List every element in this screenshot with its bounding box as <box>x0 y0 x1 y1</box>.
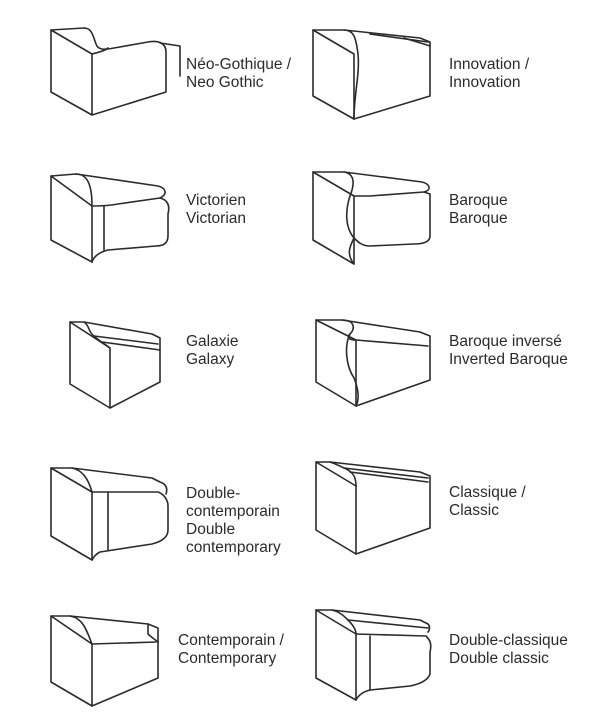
profile-classic <box>310 458 450 558</box>
label-line: Double-classique <box>449 632 568 649</box>
label-line: Classique / <box>449 484 526 501</box>
label-innovation <box>449 56 529 92</box>
label-line: Victorian <box>186 210 247 227</box>
label-classic <box>449 484 526 520</box>
label-inverted-baroque <box>449 333 568 369</box>
label-neo-gothic <box>186 56 291 92</box>
neo-gothic-drawing <box>48 22 188 122</box>
label-line: Innovation <box>449 74 521 91</box>
profile-galaxy <box>48 318 188 418</box>
label-line: Baroque inversé <box>449 333 562 350</box>
label-galaxy <box>186 333 239 369</box>
label-line: Classic <box>449 502 499 519</box>
label-line: Inverted Baroque <box>449 351 568 368</box>
label-line: Double classic <box>449 650 549 667</box>
label-line: Victorien <box>186 192 247 209</box>
label-line: Neo Gothic <box>186 74 264 91</box>
galaxy-drawing <box>48 318 188 418</box>
label-line: Contemporary <box>178 650 277 667</box>
inverted-baroque-drawing <box>310 316 450 416</box>
label-line: Innovation / <box>449 56 530 73</box>
profile-double-contemporary <box>48 462 188 562</box>
label-line: contemporain <box>186 503 280 520</box>
label-line: Galaxie <box>186 333 239 350</box>
double-contemporary-drawing <box>48 462 188 562</box>
profile-double-classic <box>310 604 450 704</box>
classic-drawing <box>310 458 450 558</box>
profile-victorian <box>48 166 188 266</box>
label-line: Galaxy <box>186 351 235 368</box>
baroque-drawing <box>310 166 450 266</box>
profile-inverted-baroque <box>310 316 450 416</box>
innovation-drawing <box>310 24 450 124</box>
label-line: Double- <box>186 485 241 502</box>
label-double-classic <box>449 632 568 668</box>
victorian-drawing <box>48 166 188 266</box>
label-line: Néo-Gothique / <box>186 56 292 73</box>
profile-innovation <box>310 24 450 124</box>
label-line: Double <box>186 521 236 538</box>
label-double-contemporary <box>186 485 281 557</box>
profile-baroque <box>310 166 450 266</box>
profile-contemporary <box>48 610 188 710</box>
contemporary-drawing <box>48 610 188 710</box>
label-victorian <box>186 192 246 228</box>
label-baroque <box>449 192 508 228</box>
double-classic-drawing <box>310 604 450 704</box>
label-line: contemporary <box>186 539 281 556</box>
label-contemporary <box>178 632 284 668</box>
profile-neo-gothic <box>48 22 188 122</box>
label-line: Contemporain / <box>178 632 284 649</box>
label-line: Baroque <box>449 210 508 227</box>
label-line: Baroque <box>449 192 508 209</box>
